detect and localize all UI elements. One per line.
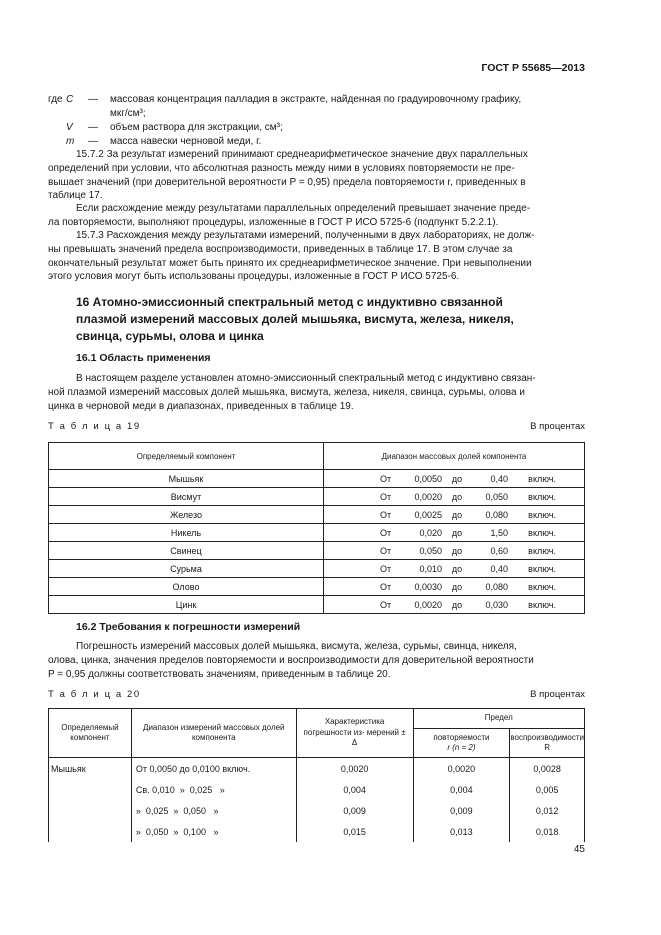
range-from: От xyxy=(380,545,392,556)
range-v1: 0,0050 xyxy=(414,473,442,484)
component-cell xyxy=(49,779,132,800)
range-from: От xyxy=(380,527,392,538)
range-v1: 0,050 xyxy=(419,545,442,556)
range-incl: включ. xyxy=(528,581,556,592)
range-to: до xyxy=(451,527,463,538)
text-line: таблице 17. xyxy=(48,190,103,202)
table-20 xyxy=(48,708,585,842)
definition-text: массовая концентрация палладия в экстракте, найденная по градуировочному графику, xyxy=(110,94,522,105)
text-line: P = 0,95 должны соответствовать значениям, приведенным в таблице 20. xyxy=(48,668,391,680)
table-row xyxy=(49,821,585,842)
range-incl: включ. xyxy=(528,491,556,502)
text-line: 15.7.2 За результат измерений принимают среднеарифметическое значение двух параллельных xyxy=(76,149,528,160)
table-row xyxy=(49,470,585,488)
section-16-title xyxy=(76,294,585,345)
text-line: олова, цинка, значения пределов повторяемости и воспроизводимости для доверительной вероятности xyxy=(48,654,534,666)
range-from: От xyxy=(380,563,392,574)
range-cell xyxy=(324,470,585,488)
range-v2: 0,60 xyxy=(490,545,508,556)
range-cell: От 0,0050 до 0,0100 включ. xyxy=(131,758,296,780)
range-v1: 0,0020 xyxy=(414,491,442,502)
definition-symbol: m xyxy=(66,136,75,147)
repeatability-cell: 0,013 xyxy=(413,821,510,842)
table-row xyxy=(49,800,585,821)
text-line: Погрешность измерений массовых долей мышьяка, висмута, железа, сурьмы, свинца, никеля, xyxy=(76,641,517,652)
page-number: 45 xyxy=(573,844,585,855)
range-cell xyxy=(324,542,585,560)
repeatability-cell: 0,0020 xyxy=(413,758,510,780)
range-to: до xyxy=(451,473,463,484)
range-to: до xyxy=(451,581,463,592)
subsection-16-2-text xyxy=(48,640,585,681)
text-line: ны превышать значений предела воспроизводимости, приведенных в таблице 17. В этом случае за xyxy=(48,243,513,255)
range-from: От xyxy=(380,599,392,610)
range-to: до xyxy=(451,599,463,610)
range-to: до xyxy=(451,545,463,556)
definition-symbol: C xyxy=(66,94,74,105)
range-to: до xyxy=(451,509,463,520)
text-line: окончательный результат может быть принято их среднеарифметическое значение. При невыполнении xyxy=(48,257,532,269)
range-cell: » 0,025 » 0,050 » xyxy=(131,800,296,821)
table-row xyxy=(49,596,585,614)
table-20-caption: Т а б л и ц а 20 xyxy=(48,689,141,700)
header-line: повторяемости xyxy=(433,732,490,742)
column-header: воспроизводимости R xyxy=(510,729,585,758)
range-cell: Св. 0,010 » 0,025 » xyxy=(131,779,296,800)
text-line: цинка в черновой меди в диапазонах, приведенных в таблице 19. xyxy=(48,400,354,412)
column-header: Определяемый компонент xyxy=(49,709,132,758)
range-v2: 0,030 xyxy=(485,599,508,610)
table-19 xyxy=(48,442,585,614)
text-line: ной плазмой измерений массовых долей мышьяка, висмута, железа, никеля, свинца, сурьмы, олова и xyxy=(48,386,525,398)
range-v1: 0,0020 xyxy=(414,599,442,610)
text-line: В настоящем разделе установлен атомно-эмиссионный спектральный метод с индуктивно связан- xyxy=(76,373,536,384)
range-v2: 0,080 xyxy=(485,581,508,592)
title-line: плазмой измерений массовых долей мышьяка, висмута, железа, никеля, xyxy=(76,312,514,326)
paragraph-15-7-2 xyxy=(48,148,585,203)
range-v2: 0,050 xyxy=(485,491,508,502)
range-incl: включ. xyxy=(528,509,556,520)
definition-prefix: где xyxy=(48,94,63,105)
range-v2: 0,40 xyxy=(490,563,508,574)
definition-text: объем раствора для экстракции, см³; xyxy=(110,122,283,133)
component-cell: Мышьяк xyxy=(49,470,324,488)
range-from: От xyxy=(380,581,392,592)
subsection-16-1-text xyxy=(48,372,585,413)
reproducibility-cell: 0,018 xyxy=(510,821,585,842)
range-v2: 0,080 xyxy=(485,509,508,520)
table-row xyxy=(49,506,585,524)
component-cell: Мышьяк xyxy=(49,758,132,780)
standard-header: ГОСТ Р 55685—2013 xyxy=(481,62,585,74)
column-header xyxy=(413,729,510,758)
component-cell: Свинец xyxy=(49,542,324,560)
range-v1: 0,010 xyxy=(419,563,442,574)
repeatability-cell: 0,004 xyxy=(413,779,510,800)
error-cell: 0,004 xyxy=(296,779,413,800)
component-cell: Сурьма xyxy=(49,560,324,578)
repeatability-cell: 0,009 xyxy=(413,800,510,821)
table-20-units: В процентах xyxy=(530,689,585,700)
range-to: до xyxy=(451,563,463,574)
paragraph-15-7-3 xyxy=(48,229,585,284)
text-line: вышает значений (при доверительной вероятности P = 0,95) предела повторяемости r, приведенных в xyxy=(48,176,526,188)
component-cell: Олово xyxy=(49,578,324,596)
range-from: От xyxy=(380,473,392,484)
definition-text: масса навески черновой меди, г. xyxy=(110,136,262,147)
range-v2: 1,50 xyxy=(490,527,508,538)
text-line: этого условия могут быть использованы процедуры, изложенные в ГОСТ Р ИСО 5725-6. xyxy=(48,271,460,283)
range-v1: 0,0025 xyxy=(414,509,442,520)
range-cell xyxy=(324,578,585,596)
component-cell: Висмут xyxy=(49,488,324,506)
text-line: определений при условии, что абсолютная разность между ними в условиях повторяемости не пре- xyxy=(48,162,515,174)
reproducibility-cell: 0,005 xyxy=(510,779,585,800)
subsection-16-2-heading: 16.2 Требования к погрешности измерений xyxy=(76,621,301,633)
text-line: 15.7.3 Расхождения между результатами измерений, полученными в двух лабораториях, не долж- xyxy=(76,230,535,241)
component-cell: Железо xyxy=(49,506,324,524)
table-row xyxy=(49,560,585,578)
subsection-16-1-heading: 16.1 Область применения xyxy=(76,352,211,364)
component-cell: Цинк xyxy=(49,596,324,614)
table-row xyxy=(49,542,585,560)
text-line: ла повторяемости, выполняют процедуры, изложенные в ГОСТ Р ИСО 5725-6 (подпункт 5.2.2.1). xyxy=(48,216,499,228)
component-cell xyxy=(49,821,132,842)
table-row xyxy=(49,578,585,596)
table-header-row xyxy=(49,443,585,470)
range-cell: » 0,050 » 0,100 » xyxy=(131,821,296,842)
range-v2: 0,40 xyxy=(490,473,508,484)
table-19-caption: Т а б л и ц а 19 xyxy=(48,421,141,432)
reproducibility-cell: 0,0028 xyxy=(510,758,585,780)
range-from: От xyxy=(380,491,392,502)
reproducibility-cell: 0,012 xyxy=(510,800,585,821)
column-header: Характеристика погрешности из- мерений ± Δ xyxy=(296,709,413,758)
text-line: Если расхождение между результатами параллельных определений превышает значение преде- xyxy=(76,203,531,214)
column-header: Диапазон массовых долей компонента xyxy=(324,443,585,470)
range-v1: 0,0030 xyxy=(414,581,442,592)
paragraph-discrepancy xyxy=(48,202,585,230)
definition-symbol: V xyxy=(66,122,73,133)
range-incl: включ. xyxy=(528,473,556,484)
range-cell xyxy=(324,596,585,614)
range-from: От xyxy=(380,509,392,520)
title-line: свинца, сурьмы, олова и цинка xyxy=(76,329,264,343)
component-cell: Никель xyxy=(49,524,324,542)
column-header: Предел xyxy=(413,709,585,729)
table-19-units: В процентах xyxy=(530,421,585,432)
error-cell: 0,0020 xyxy=(296,758,413,780)
range-cell xyxy=(324,560,585,578)
title-line: 16 Атомно-эмиссионный спектральный метод с индуктивно связанной xyxy=(76,295,503,309)
header-line: r (n = 2) xyxy=(447,743,476,752)
range-incl: включ. xyxy=(528,563,556,574)
range-v1: 0,020 xyxy=(419,527,442,538)
error-cell: 0,009 xyxy=(296,800,413,821)
definition-dash: — xyxy=(88,136,98,147)
range-incl: включ. xyxy=(528,599,556,610)
column-header: Определяемый компонент xyxy=(49,443,324,470)
range-to: до xyxy=(451,491,463,502)
range-cell xyxy=(324,506,585,524)
definition-dash: — xyxy=(88,94,98,105)
range-incl: включ. xyxy=(528,545,556,556)
table-row xyxy=(49,779,585,800)
component-cell xyxy=(49,800,132,821)
error-cell: 0,015 xyxy=(296,821,413,842)
column-header: Диапазон измерений массовых долей компонента xyxy=(131,709,296,758)
table-row xyxy=(49,488,585,506)
definition-c-unit: мкг/см³; xyxy=(110,108,146,119)
table-row xyxy=(49,524,585,542)
range-cell xyxy=(324,488,585,506)
range-cell xyxy=(324,524,585,542)
range-incl: включ. xyxy=(528,527,556,538)
table-row xyxy=(49,758,585,780)
definition-dash: — xyxy=(88,122,98,133)
